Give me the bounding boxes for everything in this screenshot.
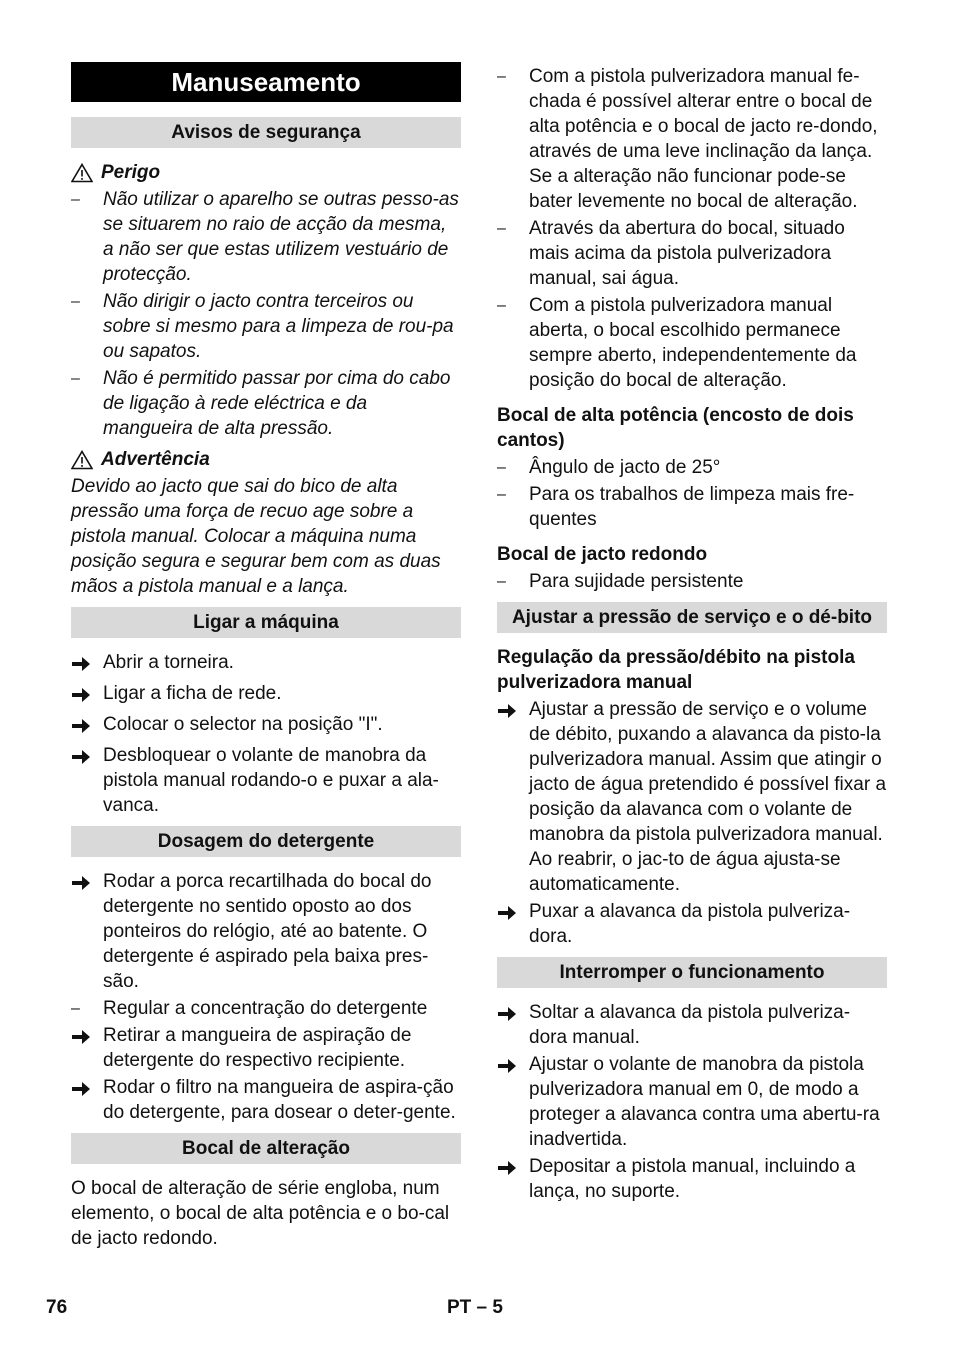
list-item bbox=[71, 289, 461, 364]
list-item-text: Abrir a torneira. bbox=[103, 652, 234, 673]
list-item bbox=[497, 1154, 887, 1204]
section-heading-detergent: Dosagem do detergente bbox=[71, 826, 461, 857]
list-item bbox=[497, 482, 887, 532]
arrow-icon bbox=[497, 899, 529, 949]
list-item bbox=[497, 64, 887, 214]
arrow-icon bbox=[71, 869, 103, 994]
list-item-text: Ajustar o volante de manobra da pistola pulverizadora manual em 0, de modo a proteger a alavanca contra uma abertu-ra inadvertida. bbox=[529, 1054, 880, 1150]
warning-triangle-icon bbox=[71, 163, 93, 183]
dash-marker: – bbox=[71, 293, 80, 310]
arrow-icon bbox=[71, 1075, 103, 1125]
list-item bbox=[497, 216, 887, 291]
subheading-round-jet-nozzle: Bocal de jacto redondo bbox=[497, 544, 708, 565]
list-item-text: Ângulo de jacto de 25° bbox=[529, 457, 721, 478]
warning-text: Devido ao jacto que sai do bico de alta pressão uma força de recuo age sobre a pistola manual. Colocar a máquina numa posição segura e segurar bem com as duas mãos a pistola manual e a lança. bbox=[71, 476, 441, 597]
subheading-pressure-regulation: Regulação da pressão/débito na pistola pulverizadora manual bbox=[497, 647, 855, 693]
list-item-text: Para os trabalhos de limpeza mais fre-quentes bbox=[529, 484, 855, 530]
arrow-icon bbox=[497, 697, 529, 897]
list-item bbox=[71, 743, 461, 818]
section-heading-pressure: Ajustar a pressão de serviço e o dé-bito bbox=[497, 602, 887, 633]
list-item-text: Ajustar a pressão de serviço e o volume de débito, puxando a alavanca da pisto-la pulverizadora manual. Assim que atingir o jacto de água pretendido é possível fixar a posição da alavanca com o volante de manobra da pistola pulverizadora manual. Ao reabrir, o jac-to de água ajusta-se automaticamente. bbox=[529, 699, 887, 895]
dash-marker: – bbox=[497, 297, 506, 314]
list-item bbox=[71, 681, 461, 710]
list-item-text: Desbloquear o volante de manobra da pistola manual rodando-o e puxar a ala-vanca. bbox=[103, 745, 439, 816]
section-heading-nozzle: Bocal de alteração bbox=[71, 1133, 461, 1164]
right-column bbox=[497, 62, 887, 1206]
arrow-icon bbox=[71, 743, 103, 818]
list-item-text: Rodar o filtro na mangueira de aspira-ção do detergente, para dosear o deter-gente. bbox=[103, 1077, 456, 1123]
list-item bbox=[497, 899, 887, 949]
list-item bbox=[71, 366, 461, 441]
subheading-high-power-nozzle: Bocal de alta potência (encosto de dois cantos) bbox=[497, 405, 854, 451]
list-item-text: Retirar a mangueira de aspiração de detergente do respectivo recipiente. bbox=[103, 1025, 412, 1071]
arrow-icon bbox=[71, 1023, 103, 1073]
nozzle-text: O bocal de alteração de série engloba, num elemento, o bocal de alta potência e o bo-cal de jacto redondo. bbox=[71, 1178, 450, 1249]
list-item bbox=[497, 697, 887, 897]
danger-label: Perigo bbox=[101, 162, 161, 183]
list-item-text: Regular a concentração do detergente bbox=[103, 998, 428, 1019]
list-item bbox=[71, 1023, 461, 1073]
page-title: Manuseamento bbox=[71, 62, 461, 102]
list-item-text: Não dirigir o jacto contra terceiros ou sobre si mesmo para a limpeza de rou-pa ou sapatos. bbox=[103, 291, 454, 362]
list-item bbox=[497, 1000, 887, 1050]
list-item bbox=[71, 869, 461, 994]
dash-marker: – bbox=[497, 68, 506, 85]
list-item-text: Puxar a alavanca da pistola pulveriza-dora. bbox=[529, 901, 851, 947]
warning-triangle-icon bbox=[71, 450, 93, 470]
arrow-icon bbox=[497, 1000, 529, 1050]
list-item bbox=[497, 455, 887, 480]
dash-marker: – bbox=[497, 573, 506, 590]
dash-marker: – bbox=[497, 486, 506, 503]
dash-marker: – bbox=[71, 1000, 80, 1017]
list-item-text: Não é permitido passar por cima do cabo de ligação à rede eléctrica e da mangueira de alta pressão. bbox=[103, 368, 451, 439]
list-item-text: Não utilizar o aparelho se outras pesso-as se situarem no raio de acção da mesma, a não ser que estas utilizem vestuário de protecção. bbox=[103, 189, 459, 285]
arrow-icon bbox=[71, 681, 103, 710]
list-item-text: Para sujidade persistente bbox=[529, 571, 744, 592]
list-item bbox=[71, 712, 461, 741]
danger-heading bbox=[71, 160, 461, 185]
arrow-icon bbox=[497, 1154, 529, 1204]
arrow-icon bbox=[71, 712, 103, 741]
list-item bbox=[497, 293, 887, 393]
dash-marker: – bbox=[497, 220, 506, 237]
arrow-icon bbox=[497, 1052, 529, 1152]
section-heading-stop: Interromper o funcionamento bbox=[497, 957, 887, 988]
list-item-text: Soltar a alavanca da pistola pulveriza-dora manual. bbox=[529, 1002, 851, 1048]
list-item bbox=[497, 569, 887, 594]
list-item-text: Rodar a porca recartilhada do bocal do detergente no sentido oposto ao dos ponteiros do relógio, até ao batente. O detergente é aspirado pela baixa pres-são. bbox=[103, 871, 432, 992]
list-item-text: Colocar o selector na posição "I". bbox=[103, 714, 383, 735]
list-item-text: Ligar a ficha de rede. bbox=[103, 683, 282, 704]
language-page-label: PT – 5 bbox=[447, 1297, 503, 1318]
list-item bbox=[71, 187, 461, 287]
list-item-text: Depositar a pistola manual, incluindo a lança, no suporte. bbox=[529, 1156, 856, 1202]
list-item bbox=[71, 996, 461, 1021]
section-heading-start: Ligar a máquina bbox=[71, 607, 461, 638]
dash-marker: – bbox=[71, 370, 80, 387]
list-item-text: Com a pistola pulverizadora manual fe-chada é possível alterar entre o bocal de alta potência e o bocal de jacto re-dondo, através de uma leve inclinação da lança. Se a alteração não funcionar pode-se bater levemente no bocal de alteração. bbox=[529, 66, 878, 212]
left-column bbox=[71, 62, 461, 1253]
dash-marker: – bbox=[71, 191, 80, 208]
list-item-text: Com a pistola pulverizadora manual aberta, o bocal escolhido permanece sempre aberto, independentemente da posição do bocal de alteração. bbox=[529, 295, 857, 391]
warning-heading bbox=[71, 447, 461, 472]
dash-marker: – bbox=[497, 459, 506, 476]
list-item bbox=[71, 650, 461, 679]
list-item bbox=[497, 1052, 887, 1152]
arrow-icon bbox=[71, 650, 103, 679]
section-heading-safety: Avisos de segurança bbox=[71, 117, 461, 148]
warning-label: Advertência bbox=[101, 449, 210, 470]
list-item-text: Através da abertura do bocal, situado mais acima da pistola pulverizadora manual, sai água. bbox=[529, 218, 845, 289]
list-item bbox=[71, 1075, 461, 1125]
page-number: 76 bbox=[46, 1297, 68, 1318]
